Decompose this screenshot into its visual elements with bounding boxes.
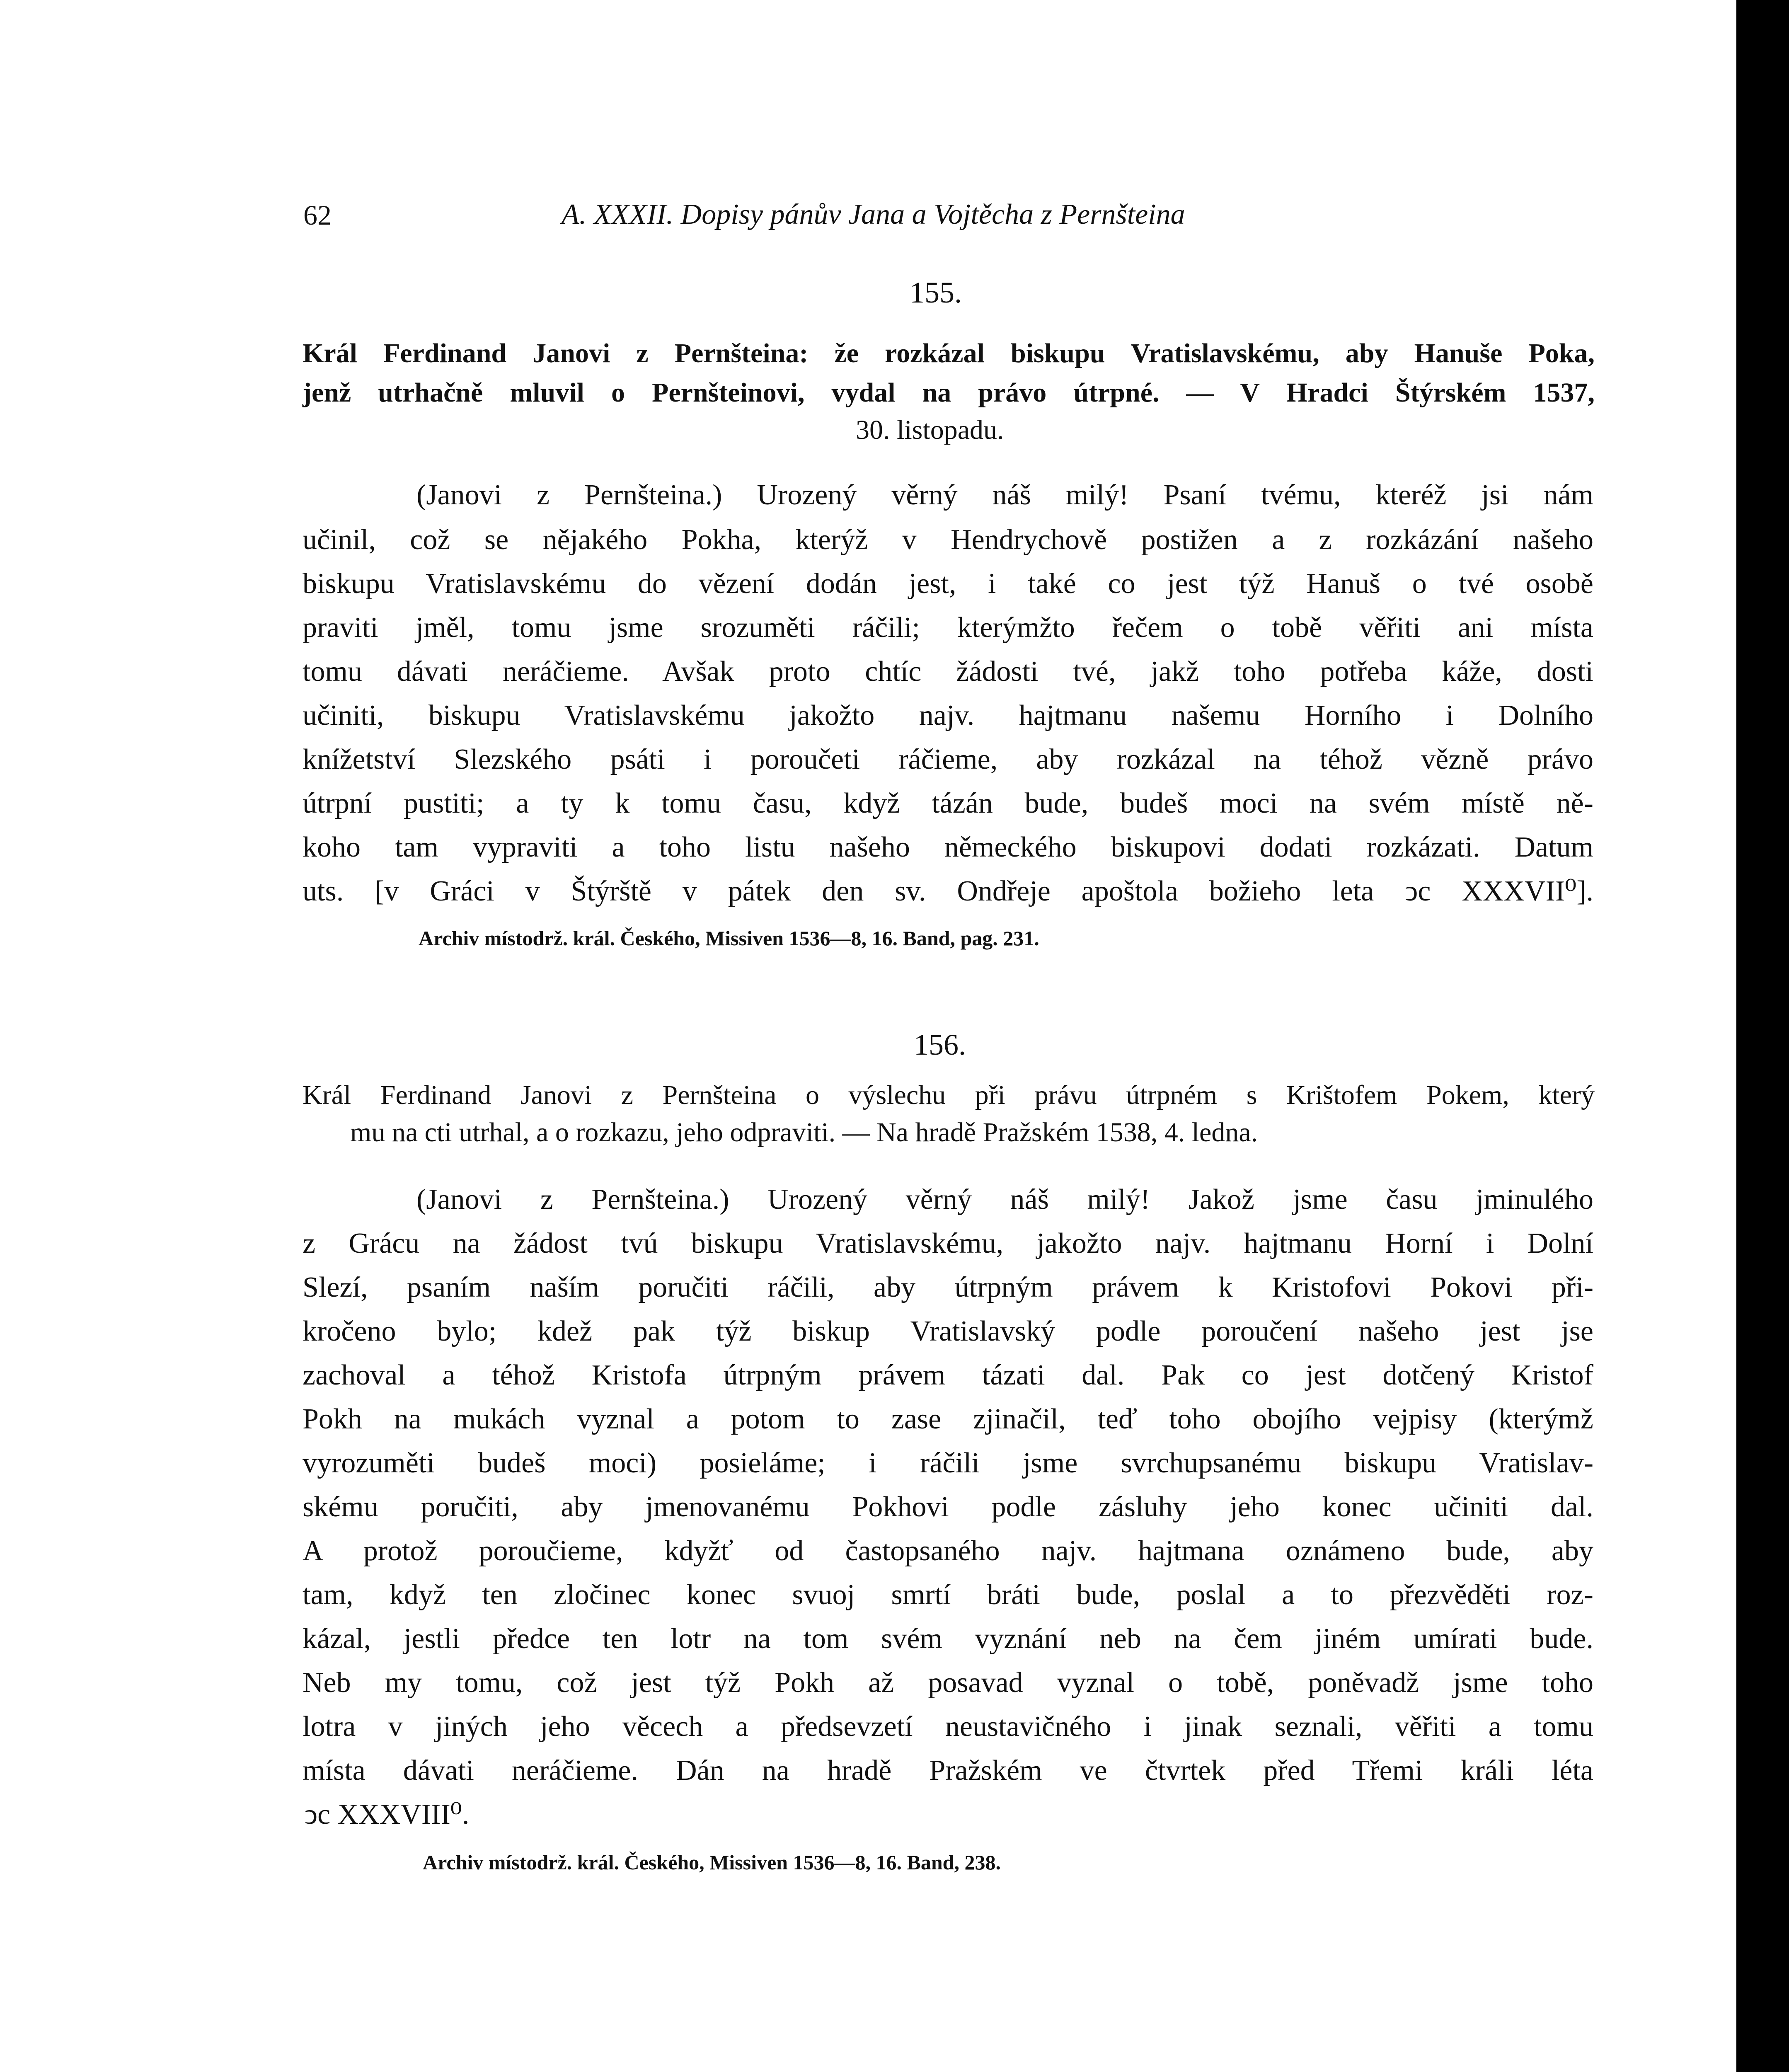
body-line: uts. [v Gráci v Štýrště v pátek den sv. Ondřeje apoštola božieho leta ↄc XXXVII⁰]. <box>303 875 1593 907</box>
body-line: Neb my tomu, což jest týž Pokh až posavad vyznal o tobě, poněvadž jsme toho <box>303 1667 1593 1699</box>
running-title: A. XXXII. Dopisy pánův Jana a Vojtěcha z Pernšteina <box>562 198 1185 230</box>
body-line: lotra v jiných jeho věcech a předsevzetí neustavičného i jinak seznali, věřiti a tomu <box>303 1711 1593 1743</box>
body-line: vyrozuměti budeš moci) posieláme; i ráčili jsme svrchupsanému biskupu Vratislav- <box>303 1447 1593 1479</box>
body-line: (Janovi z Pernšteina.) Urozený věrný náš milý! Psaní tvému, kteréž jsi nám <box>416 479 1593 511</box>
document-number: 156. <box>914 1028 966 1061</box>
regest-line: 30. listopadu. <box>856 415 1004 445</box>
archive-reference: Archiv místodrž. král. Českého, Missiven 1536—8, 16. Band, 238. <box>423 1851 1001 1874</box>
body-line: učinil, což se nějakého Pokha, kterýž v Hendrychově postižen a z rozkázání našeho <box>303 524 1593 556</box>
body-line: praviti jměl, tomu jsme srozuměti ráčili; kterýmžto řečem o tobě věřiti ani místa <box>303 612 1593 644</box>
body-line: z Grácu na žádost tvú biskupu Vratislavskému, jakožto najv. hajtmanu Horní i Dolní <box>303 1227 1593 1259</box>
body-line: učiniti, biskupu Vratislavskému jakožto najv. hajtmanu našemu Horního i Dolního <box>303 700 1593 731</box>
body-line: A protož poroučieme, kdyžť od častopsaného najv. hajtmana oznámeno bude, aby <box>303 1535 1593 1567</box>
regest-line: Král Ferdinand Janovi z Pernšteina: že rozkázal biskupu Vratislavskému, aby Hanuše Poka, <box>303 338 1595 368</box>
body-line: Pokh na mukách vyznal a potom to zase zjinačil, teď toho obojího vejpisy (kterýmž <box>303 1403 1593 1435</box>
body-line: (Janovi z Pernšteina.) Urozený věrný náš milý! Jakož jsme času jminulého <box>416 1184 1593 1215</box>
body-line: kázal, jestli předce ten lotr na tom svém vyznání neb na čem jiném umírati bude. <box>303 1623 1593 1655</box>
body-line: koho tam vypraviti a toho listu našeho německého biskupovi dodati rozkázati. Datum <box>303 831 1593 863</box>
regest-line: mu na cti utrhal, a o rozkazu, jeho odpraviti. — Na hradě Pražském 1538, 4. ledna. <box>350 1117 1258 1147</box>
body-line: biskupu Vratislavskému do vězení dodán jest, i také co jest týž Hanuš o tvé osobě <box>303 568 1593 600</box>
regest-line: jenž utrhačně mluvil o Pernšteinovi, vydal na právo útrpné. — V Hradci Štýrském 1537, <box>303 378 1595 408</box>
body-line: knížetství Slezského psáti i poroučeti ráčieme, aby rozkázal na téhož vězně právo <box>303 743 1593 775</box>
body-line: Slezí, psaním naším poručiti ráčili, aby útrpným právem k Kristofovi Pokovi při- <box>303 1271 1593 1303</box>
body-line: ↄc XXXVIII⁰. <box>305 1798 470 1830</box>
document-number: 155. <box>910 276 962 309</box>
archive-reference: Archiv místodrž. král. Českého, Missiven 1536—8, 16. Band, pag. 231. <box>419 927 1039 950</box>
page-number: 62 <box>303 199 332 231</box>
body-line: zachoval a téhož Kristofa útrpným právem tázati dal. Pak co jest dotčený Kristof <box>303 1359 1593 1391</box>
body-line: tomu dávati neráčieme. Avšak proto chtíc žádosti tvé, jakž toho potřeba káže, dosti <box>303 656 1593 687</box>
body-line: tam, když ten zločinec konec svuoj smrtí bráti bude, poslal a to přezvěděti roz- <box>303 1579 1593 1611</box>
body-line: kročeno bylo; kdež pak týž biskup Vratislavský podle poroučení našeho jest jse <box>303 1315 1593 1347</box>
body-line: skému poručiti, aby jmenovanému Pokhovi podle zásluhy jeho konec učiniti dal. <box>303 1491 1593 1523</box>
body-line: místa dávati neráčieme. Dán na hradě Pražském ve čtvrtek před Třemi králi léta <box>303 1755 1593 1786</box>
body-line: útrpní pustiti; a ty k tomu času, když tázán bude, budeš moci na svém místě ně- <box>303 787 1593 819</box>
scan-border <box>1736 0 1789 2072</box>
regest-line: Král Ferdinand Janovi z Pernšteina o výslechu při právu útrpném s Krištofem Pokem, který <box>303 1080 1595 1110</box>
